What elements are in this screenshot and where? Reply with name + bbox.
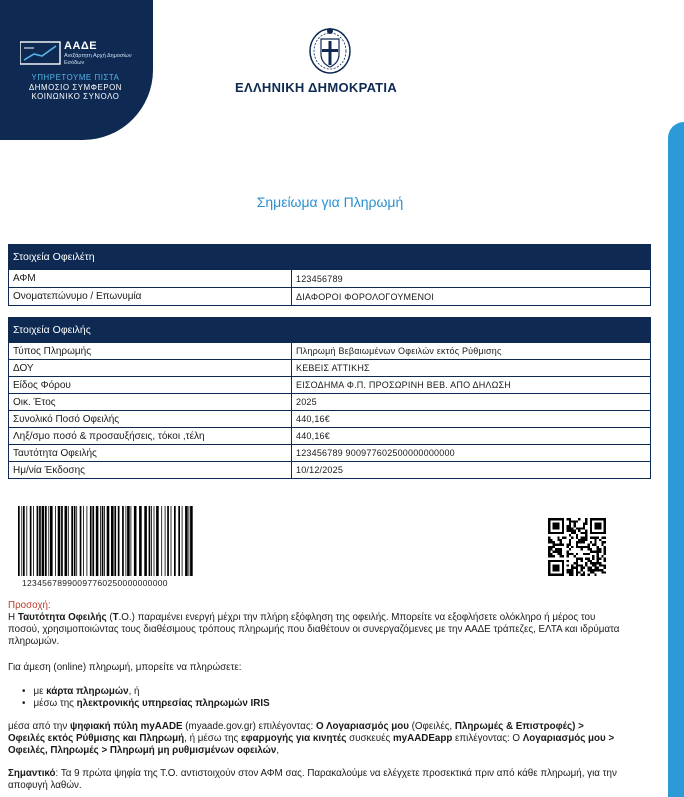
row-value: 10/12/2025 <box>296 465 344 475</box>
table-row <box>9 410 650 427</box>
list-item: • με κάρτα πληρωμών, ή <box>22 686 270 698</box>
qr-code <box>548 518 606 576</box>
payment-barcode <box>18 506 193 576</box>
row-label: ΑΦΜ <box>9 270 292 287</box>
slogan-line-1: ΥΠΗΡΕΤΟΥΜΕ ΠΙΣΤΑ <box>31 73 120 82</box>
table-row <box>9 444 650 461</box>
row-label: Συνολικό Ποσό Οφειλής <box>9 411 292 427</box>
row-label: Ληξ/σμο ποσό & προσαυξήσεις, τόκοι ,τέλη <box>9 428 292 444</box>
aade-slogan <box>18 73 133 102</box>
table-row <box>9 427 650 444</box>
table-row <box>9 359 650 376</box>
payment-methods-list <box>22 686 270 709</box>
row-label: Τύπος Πληρωμής <box>9 343 292 359</box>
greek-coat-of-arms-icon <box>303 22 357 76</box>
table-row <box>9 393 650 410</box>
row-label: Ονοματεπώνυμο / Επωνυμία <box>9 288 292 305</box>
row-value: ΚΕΒΕΙΣ ΑΤΤΙΚΗΣ <box>296 363 370 373</box>
debtor-details-table <box>8 244 651 306</box>
row-label: Ημ/νία Έκδοσης <box>9 462 292 478</box>
slogan-line-3: ΚΟΙΝΩΝΙΚΟ ΣΥΝΟΛΟ <box>31 92 120 101</box>
aade-subtitle: Ανεξάρτητη Αρχή Δημοσίων Εσόδων <box>64 53 132 66</box>
row-label: Είδος Φόρου <box>9 377 292 393</box>
table-row <box>9 376 650 393</box>
table-row <box>9 287 650 305</box>
row-value: 440,16€ <box>296 414 330 424</box>
table-row <box>9 342 650 359</box>
republic-title: ΕΛΛΗΝΙΚΗ ΔΗΜΟΚΡΑΤΙΑ <box>235 80 398 95</box>
row-label: Ταυτότητα Οφειλής <box>9 445 292 461</box>
notice-paragraph-2: Για άμεση (online) πληρωμή, μπορείτε να πληρώσετε: <box>8 662 242 673</box>
aade-name: ΑΑΔΕ <box>64 40 98 52</box>
row-label: ΔΟΥ <box>9 360 292 376</box>
document-title: Σημείωμα για Πληρωμή <box>256 194 404 210</box>
decorative-side-bar <box>668 122 684 797</box>
warning-title: Προσοχή: <box>8 600 51 611</box>
debt-section-heading: Στοιχεία Οφειλής <box>9 318 650 342</box>
debt-details-table <box>8 317 651 479</box>
row-value: ΔΙΑΦΟΡΟΙ ΦΟΡΟΛΟΓΟΥΜΕΝΟΙ <box>296 291 435 302</box>
row-value: Πληρωμή Βεβαιωμένων Οφειλών εκτός Ρύθμισης <box>296 346 502 356</box>
row-value: ΕΙΣΟΔΗΜΑ Φ.Π. ΠΡΟΣΩΡΙΝΗ ΒΕΒ. ΑΠΟ ΔΗΛΩΣΗ <box>296 380 512 390</box>
row-value: 123456789 <box>296 273 343 284</box>
notice-paragraph-1: Η Ταυτότητα Οφειλής (Τ.Ο.) παραμένει ενεργή μέχρι την πλήρη εξόφληση της οφειλής. Μπορείτε να εξοφλήσετε ολόκληρο ή μέρος του ποσού, χρησιμοποιώντας τους διαθέσιμους τρόπους πληρωμής που διαθέτουν οι συνεργαζόμενες με την ΑΑΔΕ τράπεζες, ΕΛΤΑ και ιδρύματα πληρωμών. <box>8 612 620 647</box>
row-value: 2025 <box>296 397 317 407</box>
notice-paragraph-4: Σημαντικό: Τα 9 πρώτα ψηφία της Τ.Ο. αντιστοιχούν στον ΑΦΜ σας. Παρακαλούμε να ελέγχετε προσεκτικά πριν από κάθε πληρωμή, για την αποφυγή λαθών. <box>8 768 617 791</box>
row-label: Οικ. Έτος <box>9 394 292 410</box>
list-item: • μέσω της ηλεκτρονικής υπηρεσίας πληρωμών IRIS <box>22 698 270 710</box>
debtor-section-heading: Στοιχεία Οφειλέτη <box>9 245 650 269</box>
notice-paragraph-3: μέσα από την ψηφιακή πύλη myAADE (myaade.gov.gr) επιλέγοντας: Ο Λογαριασμός μου (Οφειλές, Πληρωμές & Επιστροφές) > Οφειλές εκτός Ρύθμισης και Πληρωμή, ή μέσω της εφαρμογής για κινητές συσκευές myAADEapp επιλέγοντας: Ο Λογαριασμός μου > Οφειλές, Πληρωμές > Πληρωμή μη ρυθμισμένων οφειλών, <box>8 721 615 756</box>
aade-header-banner <box>0 0 153 140</box>
aade-logo-icon <box>20 40 62 66</box>
slogan-line-2: ΔΗΜΟΣΙΟ ΣΥΜΦΕΡΟΝ <box>28 82 123 92</box>
row-value: 123456789 900977602500000000000 <box>296 448 455 458</box>
table-row <box>9 461 650 478</box>
table-row <box>9 269 650 287</box>
row-value: 440,16€ <box>296 431 330 441</box>
barcode-number: 12345678990097760250000000000 <box>22 578 168 588</box>
